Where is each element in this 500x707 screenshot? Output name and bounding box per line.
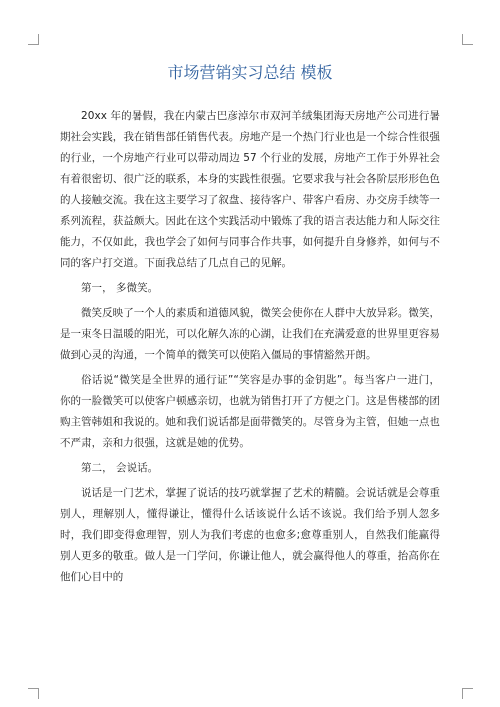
paragraph-intro: 20xx 年的暑假，我在内蒙古巴彦淖尔市双河羊绒集团海天房地产公司进行暑期社会实践，我在销售部任销售代表。房地产是一个热门行业也是一个综合性很强的行业，一个房地产行业可以带动周边 57 个行业的发展，房地产工作于外界社会有着很密切、很广泛的联系，本身的实践性很强。它要求我与社会各阶层形形色色的人接触交流。我在这主要学习了叙盘、接待客户、带客户看房、办交房手续等一系列流程，获益颇大。因此在这个实践活动中锻炼了我的语言表达能力和人际交往能力，不仅如此，我也学会了如何与同事合作共事，如何提升自身修养，如何与不同的客户打交道。下面我总结了几点自己的见解。 [60,110,440,269]
section-heading-speak: 第二， 会说话。 [81,462,159,474]
section-heading-smile: 第一， 多微笑。 [81,282,159,294]
crop-mark-bottom-right [462,688,473,699]
document-page [60,62,440,592]
document-title: 市场营销实习总结 模板 [167,63,333,82]
crop-mark-top-left [28,34,39,45]
crop-mark-top-right [462,34,473,45]
paragraph-smile-2: 俗话说“微笑是全世界的通行证”“笑容是办事的金钥匙”。每当客户一进门，你的一脸微笑可以使客户顿感亲切，也就为销售打开了方便之门。这是售楼部的团购主管韩姐和我说的。她和我们说话都是面带微笑的。尽管身为主管，但她一点也不严肃，亲和力很强，这就是她的优势。 [60,374,440,449]
paragraph-speak-1: 说话是一门艺术，掌握了说话的技巧就掌握了艺术的精髓。会说话就是会尊重别人，理解别人，懂得谦让，懂得什么话该说什么话不该说。我们给予别人忽多时，我们即变得愈理智，别人为我们考虑的也愈多;愈尊重别人，自然我们能赢得别人更多的敬重。做人是一门学问，你谦让他人，就会赢得他人的尊重，抬高你在他们心目中的 [60,487,440,583]
crop-mark-bottom-left [28,688,39,699]
paragraph-smile-1: 微笑反映了一个人的素质和道德风貌，微笑会使你在人群中大放异彩。微笑，是一束冬日温暖的阳光，可以化解久冻的心湖，让我们在充满爱意的世界里更容易做到心灵的沟通，一个简单的微笑可以使陷入僵局的事情豁然开朗。 [60,307,440,361]
